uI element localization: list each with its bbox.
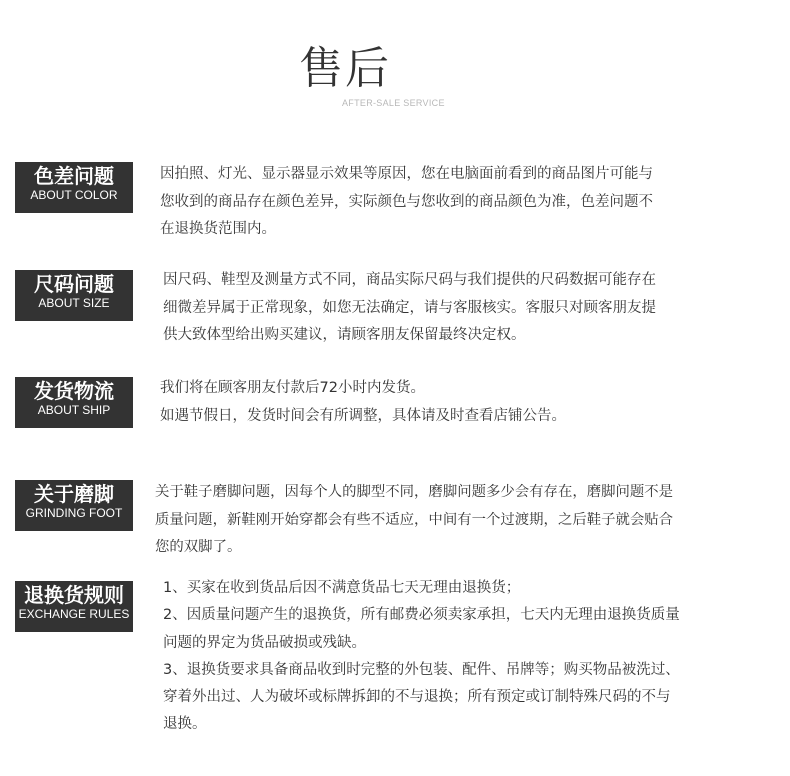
badge-about-size — [15, 270, 133, 321]
badge-title-en: ABOUT COLOR — [30, 188, 118, 202]
badge-title-en: GRINDING FOOT — [25, 506, 123, 520]
badge-title-cn: 发货物流 — [34, 379, 114, 403]
page-subtitle: AFTER-SALE SERVICE — [342, 98, 445, 108]
paragraph-grinding-foot — [155, 479, 673, 562]
badge-about-color — [15, 162, 133, 213]
page-title: 售后 — [299, 43, 391, 94]
badge-title-cn: 退换货规则 — [24, 583, 124, 607]
paragraph-line: 问题的界定为货品破损或残缺。 — [163, 634, 366, 651]
paragraph-line: 穿着外出过、人为破坏或标牌拆卸的不与退换；所有预定或订制特殊尺码的不与 — [163, 689, 671, 706]
badge-title-cn: 色差问题 — [34, 164, 114, 188]
paragraph-line: 因尺码、鞋型及测量方式不同，商品实际尺码与我们提供的尺码数据可能存在 — [163, 272, 656, 288]
paragraph-about-size — [163, 267, 656, 350]
badge-exchange-rules — [15, 581, 133, 632]
paragraph-about-color — [160, 161, 653, 244]
badge-title-en: ABOUT SHIP — [37, 403, 111, 417]
paragraph-line: 我们将在顾客朋友付款后72小时内发货。 — [160, 380, 425, 396]
paragraph-line: 如遇节假日，发货时间会有所调整，具体请及时查看店铺公告。 — [160, 407, 566, 424]
badge-title-cn: 尺码问题 — [34, 272, 114, 296]
paragraph-line: 退换。 — [163, 716, 207, 733]
badge-about-ship — [15, 377, 133, 428]
paragraph-line: 关于鞋子磨脚问题，因每个人的脚型不同，磨脚问题多少会有存在，磨脚问题不是 — [155, 484, 674, 500]
paragraph-line: 3、退换货要求具备商品收到时完整的外包装、配件、吊牌等；购买物品被洗过、 — [163, 661, 680, 678]
paragraph-line: 供大致体型给出购买建议，请顾客朋友保留最终决定权。 — [163, 327, 526, 343]
paragraph-line: 细微差异属于正常现象，如您无法确定，请与客服核实。客服只对顾客朋友提 — [163, 299, 656, 316]
badge-title-en: EXCHANGE RULES — [18, 607, 130, 621]
badge-title-cn: 关于磨脚 — [34, 482, 114, 506]
paragraph-line: 1、买家在收到货品后因不满意货品七天无理由退换货； — [163, 580, 521, 596]
paragraph-exchange-rules — [163, 575, 680, 739]
badge-title-en: ABOUT SIZE — [38, 296, 110, 310]
paragraph-line: 2、因质量问题产生的退换货，所有邮费必须卖家承担，七天内无理由退换货质量 — [163, 607, 680, 624]
paragraph-line: 因拍照、灯光、显示器显示效果等原因，您在电脑面前看到的商品图片可能与 — [160, 166, 653, 182]
paragraph-about-ship — [160, 375, 566, 430]
paragraph-line: 在退换货范围内。 — [160, 221, 276, 237]
paragraph-line: 质量问题，新鞋刚开始穿都会有些不适应，中间有一个过渡期，之后鞋子就会贴合 — [155, 511, 674, 528]
badge-grinding-foot — [15, 480, 133, 531]
paragraph-line: 您的双脚了。 — [155, 539, 242, 555]
paragraph-line: 您收到的商品存在颜色差异，实际颜色与您收到的商品颜色为准，色差问题不 — [160, 193, 653, 210]
